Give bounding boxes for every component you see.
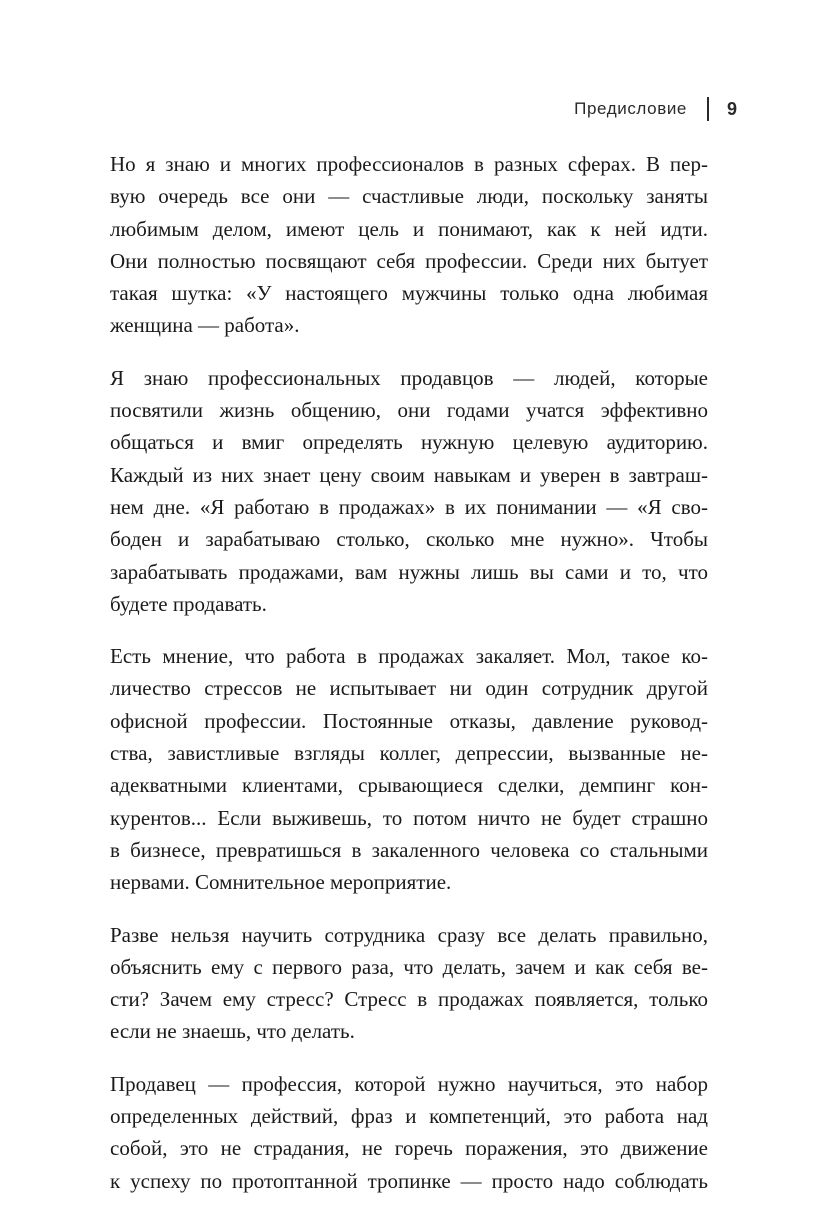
paragraph xyxy=(110,919,708,1048)
text-line: если не знаешь, что делать. xyxy=(110,1019,355,1044)
text-line: в бизнесе, превратишься в закаленного человека со стальными xyxy=(110,837,708,862)
text-line: Я знаю профессиональных продавцов — людей, которые xyxy=(110,365,708,390)
text-line: вую очередь все они — счастливые люди, поскольку заняты xyxy=(110,184,708,209)
text-line: к успеху по протоптанной тропинке — просто надо соблюдать xyxy=(110,1168,708,1193)
paragraph xyxy=(110,362,708,620)
text-line: курентов... Если выживешь, то потом ничто не будет страшно xyxy=(110,805,708,830)
paragraph xyxy=(110,640,708,898)
text-line: любимым делом, имеют цель и понимают, как к ней идти. xyxy=(110,216,708,241)
text-line: офисной профессии. Постоянные отказы, давление руковод- xyxy=(110,708,708,733)
text-line: Но я знаю и многих профессионалов в разных сферах. В пер- xyxy=(110,152,708,176)
paragraph xyxy=(110,148,708,342)
text-line: собой, это не страдания, не горечь поражения, это движение xyxy=(110,1136,708,1161)
text-line: такая шутка: «У настоящего мужчины только одна любимая xyxy=(110,281,708,306)
body-text xyxy=(110,148,708,1217)
header-separator xyxy=(707,97,709,121)
text-line: определенных действий, фраз и компетенций, это работа над xyxy=(110,1104,708,1129)
text-line: личество стрессов не испытывает ни один сотрудник другой xyxy=(110,676,708,701)
paragraph xyxy=(110,1068,708,1197)
text-line: Есть мнение, что работа в продажах закаляет. Мол, такое ко- xyxy=(110,644,708,669)
running-head xyxy=(574,94,737,124)
text-line: боден и зарабатываю столько, сколько мне нужно». Чтобы xyxy=(110,527,708,552)
text-line: нем дне. «Я работаю в продажах» в их понимании — «Я сво- xyxy=(110,494,708,519)
text-line: сти? Зачем ему стресс? Стресс в продажах появляется, только xyxy=(110,987,708,1012)
text-line: женщина — работа». xyxy=(110,313,300,338)
text-line: адекватными клиентами, срывающиеся сделки, демпинг кон- xyxy=(110,773,708,798)
text-line: ства, завистливые взгляды коллег, депрессии, вызванные не- xyxy=(110,741,708,766)
page-number: 9 xyxy=(726,98,737,119)
section-title: Предисловие xyxy=(574,99,687,118)
text-line: Разве нельзя научить сотрудника сразу все делать правильно, xyxy=(110,922,708,947)
text-line: будете продавать. xyxy=(110,591,267,616)
text-line: общаться и вмиг определять нужную целевую аудиторию. xyxy=(110,430,708,455)
text-line: Продавец — профессия, которой нужно научиться, это набор xyxy=(110,1071,708,1096)
text-line: Они полностью посвящают себя профессии. Среди них бытует xyxy=(110,248,708,273)
text-line: объяснить ему с первого раза, что делать, зачем и как себя ве- xyxy=(110,954,708,979)
text-line: посвятили жизнь общению, они годами учатся эффективно xyxy=(110,398,708,423)
text-line: зарабатывать продажами, вам нужны лишь вы сами и то, что xyxy=(110,559,708,584)
text-line: Каждый из них знает цену своим навыкам и уверен в завтраш- xyxy=(110,462,708,487)
text-line: нервами. Сомнительное мероприятие. xyxy=(110,870,452,895)
